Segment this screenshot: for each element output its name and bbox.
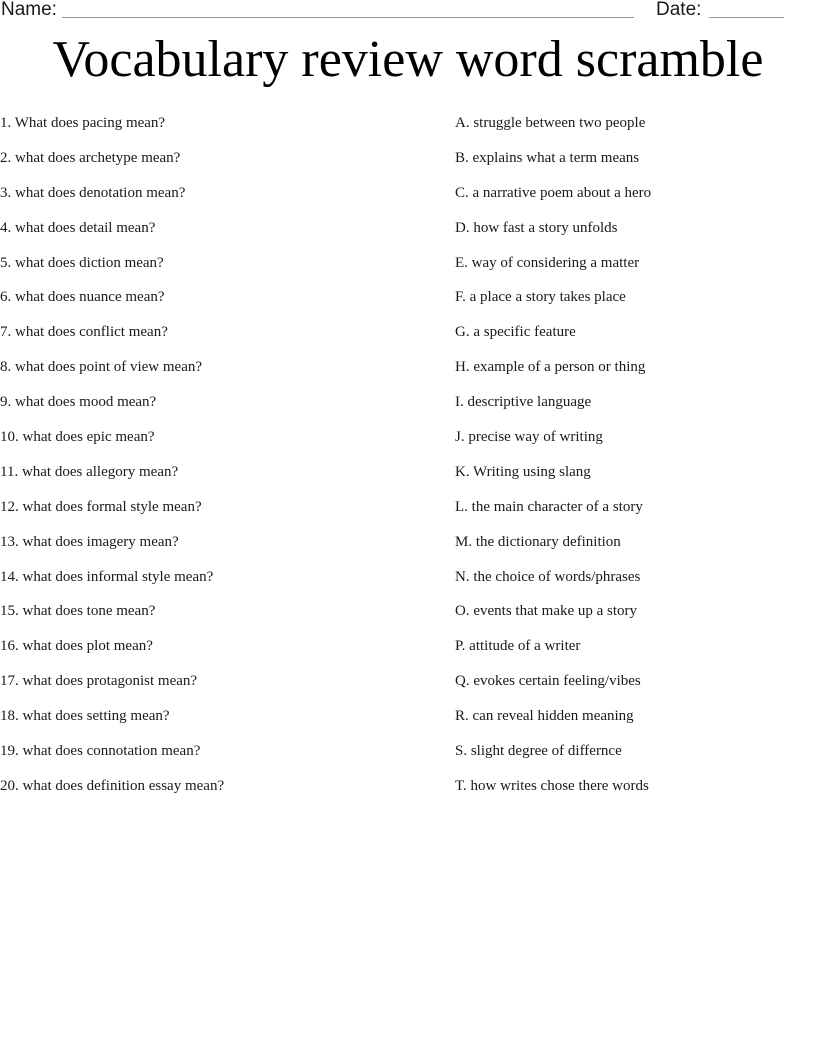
answer-item: E. way of considering a matter (455, 254, 640, 271)
question-item: 15. what does tone mean? (0, 603, 156, 620)
question-item: 6. what does nuance mean? (0, 289, 165, 306)
answer-item: K. Writing using slang (455, 463, 591, 480)
question-item: 18. what does setting mean? (0, 708, 170, 725)
question-item: 16. what does plot mean? (0, 638, 153, 655)
question-item: 17. what does protagonist mean? (0, 673, 198, 690)
question-item: 10. what does epic mean? (0, 429, 155, 446)
answer-item: C. a narrative poem about a hero (455, 184, 652, 201)
answer-item: N. the choice of words/phrases (455, 568, 641, 585)
answer-item: A. struggle between two people (455, 115, 646, 131)
answer-list (455, 113, 815, 811)
answer-item: J. precise way of writing (455, 429, 603, 446)
answer-item: D. how fast a story unfolds (455, 219, 618, 236)
answer-item: Q. evokes certain feeling/vibes (455, 673, 641, 690)
question-list (0, 113, 440, 811)
question-item: 4. what does detail mean? (0, 219, 156, 236)
answer-item: F. a place a story takes place (455, 289, 626, 306)
answer-item: B. explains what a term means (455, 149, 640, 166)
name-blank-line (62, 17, 634, 18)
question-item: 14. what does informal style mean? (0, 568, 214, 585)
answer-item: P. attitude of a writer (455, 638, 581, 655)
question-item: 7. what does conflict mean? (0, 324, 168, 341)
answer-item: O. events that make up a story (455, 603, 638, 620)
answer-item: R. can reveal hidden meaning (455, 708, 634, 725)
answer-item: H. example of a person or thing (455, 359, 646, 376)
answer-item: T. how writes chose there words (455, 777, 649, 794)
question-item: 5. what does diction mean? (0, 254, 164, 271)
question-item: 20. what does definition essay mean? (0, 777, 225, 794)
question-item: 1. What does pacing mean? (0, 115, 166, 131)
date-blank-line (709, 17, 784, 18)
question-item: 8. what does point of view mean? (0, 359, 203, 376)
answer-item: S. slight degree of differnce (455, 743, 622, 760)
question-item: 13. what does imagery mean? (0, 533, 179, 550)
page-title: Vocabulary review word scramble (52, 31, 764, 88)
question-item: 9. what does mood mean? (0, 394, 157, 411)
question-item: 11. what does allegory mean? (0, 463, 179, 480)
answer-item: I. descriptive language (455, 394, 592, 411)
worksheet-header (0, 0, 816, 22)
answer-item: L. the main character of a story (455, 498, 643, 515)
question-item: 19. what does connotation mean? (0, 743, 201, 760)
answer-item: G. a specific feature (455, 324, 576, 341)
date-label: Date: (656, 0, 702, 20)
question-item: 2. what does archetype mean? (0, 149, 181, 166)
question-item: 12. what does formal style mean? (0, 498, 202, 515)
answer-item: M. the dictionary definition (455, 533, 621, 550)
question-item: 3. what does denotation mean? (0, 184, 186, 201)
name-label: Name: (1, 0, 57, 20)
